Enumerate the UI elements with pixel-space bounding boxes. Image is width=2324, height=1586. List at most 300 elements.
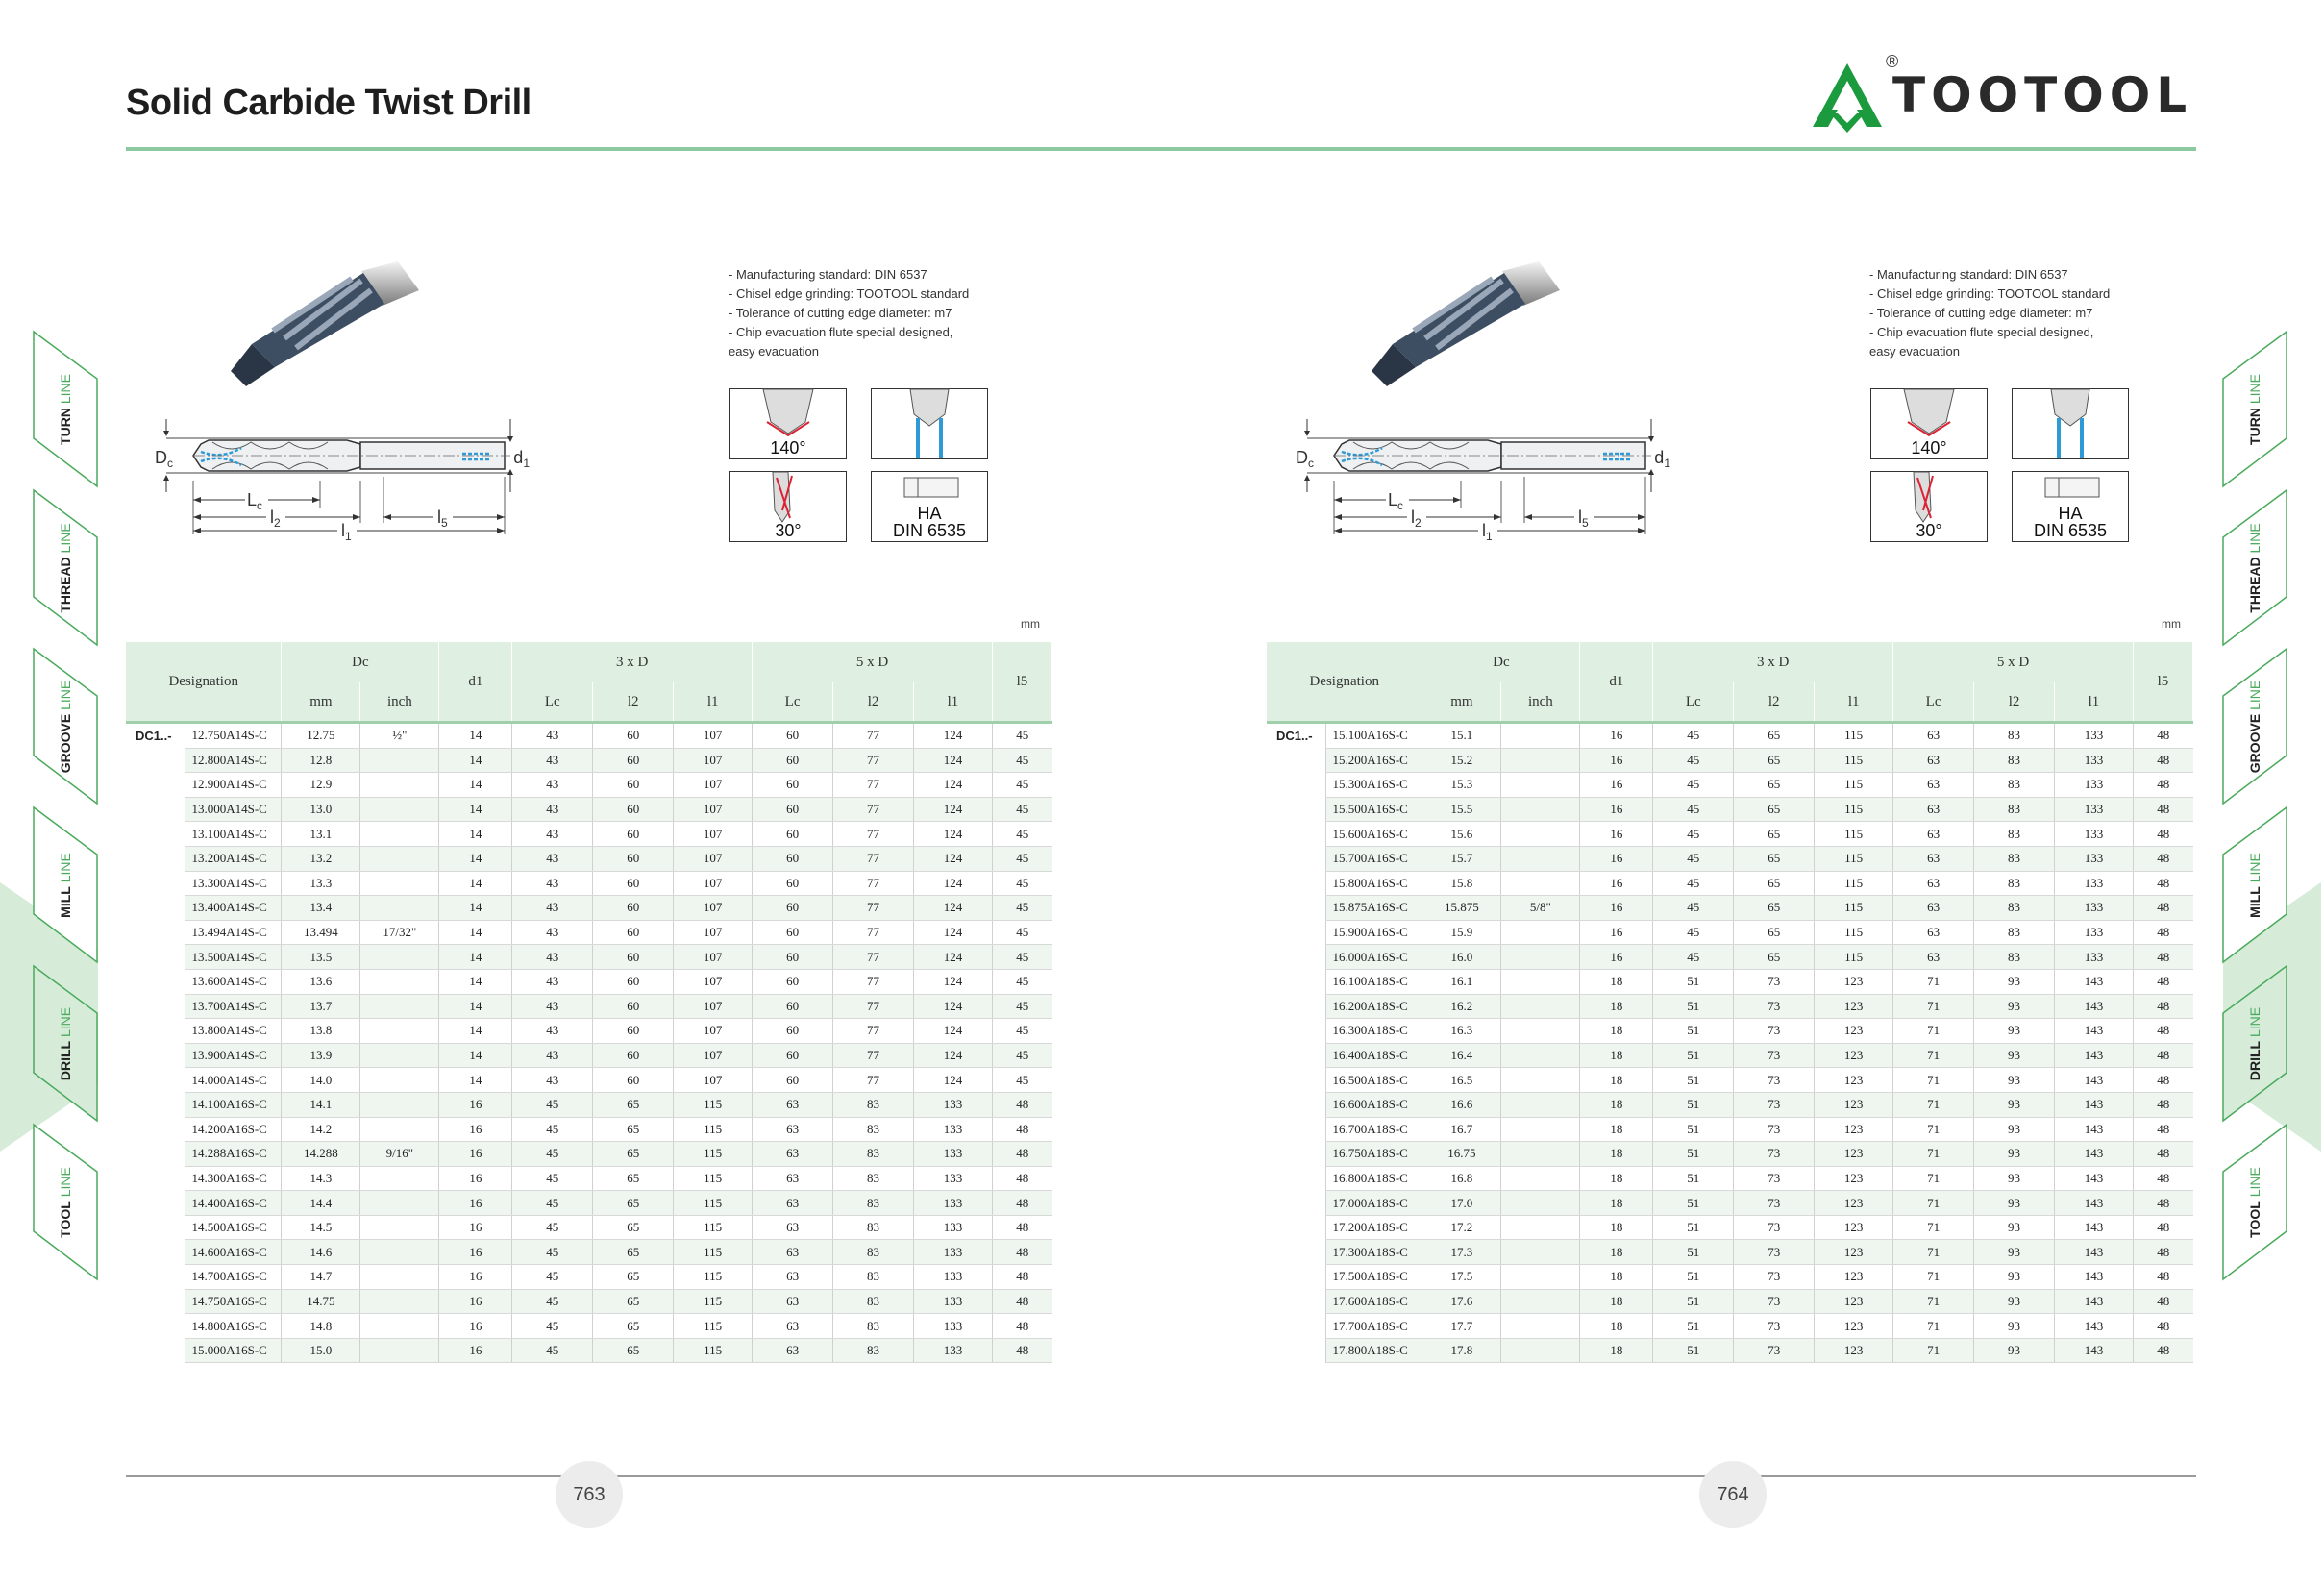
side-tab-thread[interactable]: [33, 489, 98, 646]
cell-dc-mm: 14.7: [282, 1265, 360, 1290]
l5-subscript: 5: [441, 516, 448, 530]
side-tab-turn[interactable]: [2222, 331, 2287, 487]
table-row: [126, 1068, 1052, 1093]
cell-5xd-lc: 71: [1893, 1289, 1974, 1314]
cell-5xd-l2: 77: [833, 846, 914, 871]
cell-5xd-l1: 133: [2055, 920, 2134, 945]
cell-d1: 14: [439, 846, 512, 871]
cell-l5: 45: [992, 723, 1051, 749]
cell-l5: 48: [992, 1092, 1051, 1117]
cell-dc-inch: [360, 1092, 439, 1117]
svg-text:Dc: [155, 448, 173, 470]
dc-label: D: [1296, 448, 1308, 467]
cell-3xd-lc: 45: [512, 1117, 593, 1142]
designation-prefix: [126, 822, 185, 847]
side-tab-mill[interactable]: [33, 806, 98, 963]
cell-dc-inch: [1501, 920, 1580, 945]
side-tab-line-label: LINE: [58, 680, 73, 714]
cell-l5: 48: [2133, 1215, 2192, 1240]
cell-dc-inch: [1501, 748, 1580, 773]
designation-prefix: [1267, 846, 1326, 871]
cell-5xd-l1: 133: [914, 1215, 993, 1240]
side-tab-groove[interactable]: [2222, 648, 2287, 805]
cell-dc-mm: 14.3: [282, 1166, 360, 1191]
cell-5xd-lc: 63: [753, 1338, 833, 1363]
note-line: easy evacuation: [1869, 344, 1960, 359]
cell-5xd-l1: 133: [2055, 748, 2134, 773]
cell-dc-mm: 15.875: [1422, 896, 1501, 921]
cell-3xd-lc: 45: [1653, 846, 1734, 871]
cell-3xd-l1: 123: [1815, 1191, 1893, 1216]
table-row: [126, 723, 1052, 749]
cell-l5: 45: [992, 773, 1051, 798]
table-row: [1267, 822, 2193, 847]
cell-3xd-l1: 115: [674, 1142, 753, 1167]
cell-d1: 18: [1580, 1019, 1653, 1044]
side-tab-line-label: LINE: [2247, 680, 2262, 714]
cell-5xd-l2: 83: [1974, 723, 2055, 749]
cell-dc-inch: [1501, 1338, 1580, 1363]
cell-3xd-lc: 51: [1653, 969, 1734, 994]
lc-label: L: [247, 490, 258, 509]
cell-3xd-l2: 65: [1734, 773, 1815, 798]
cell-5xd-lc: 60: [753, 945, 833, 970]
cell-l5: 45: [992, 797, 1051, 822]
dc-label: D: [155, 448, 167, 467]
cell-designation: 16.600A18S-C: [1326, 1092, 1422, 1117]
cell-d1: 16: [439, 1240, 512, 1265]
cell-dc-mm: 16.1: [1422, 969, 1501, 994]
cell-dc-inch: [360, 1314, 439, 1339]
table-row: [1267, 773, 2193, 798]
cell-3xd-l2: 73: [1734, 969, 1815, 994]
designation-prefix: [126, 846, 185, 871]
side-tab-label: THREAD: [58, 557, 73, 613]
shank-type-label: HA: [2058, 504, 2083, 523]
table-row: [1267, 723, 2193, 749]
cell-5xd-l2: 93: [1974, 1043, 2055, 1068]
cell-d1: 16: [439, 1117, 512, 1142]
designation-prefix: [126, 1166, 185, 1191]
spec-table-body: [1267, 723, 2193, 1363]
table-row: [1267, 1117, 2193, 1142]
cell-dc-mm: 17.0: [1422, 1191, 1501, 1216]
cell-5xd-l1: 143: [2055, 1043, 2134, 1068]
table-row: [126, 1166, 1052, 1191]
cell-5xd-l2: 77: [833, 945, 914, 970]
cell-3xd-l2: 65: [593, 1092, 674, 1117]
cell-dc-mm: 13.5: [282, 945, 360, 970]
cell-3xd-l2: 65: [593, 1191, 674, 1216]
col-header-l2: l2: [1974, 682, 2055, 723]
cell-dc-inch: [1501, 994, 1580, 1019]
designation-prefix: [126, 1314, 185, 1339]
point-angle-icon: [730, 389, 846, 441]
cell-3xd-lc: 43: [512, 773, 593, 798]
cell-l5: 48: [2133, 1240, 2192, 1265]
cell-designation: 15.200A16S-C: [1326, 748, 1422, 773]
cell-3xd-lc: 43: [512, 846, 593, 871]
col-header-l1: l1: [1815, 682, 1893, 723]
cell-3xd-lc: 43: [512, 994, 593, 1019]
point-angle-icon: [1871, 389, 1987, 441]
designation-prefix: [1267, 1043, 1326, 1068]
cell-dc-inch: [360, 1019, 439, 1044]
cell-3xd-l1: 115: [674, 1166, 753, 1191]
cell-5xd-l1: 133: [914, 1142, 993, 1167]
cell-5xd-lc: 63: [753, 1191, 833, 1216]
coolant-channel-icon: [2013, 389, 2128, 458]
unit-label: mm: [1021, 617, 1040, 631]
cell-5xd-l2: 77: [833, 822, 914, 847]
drill-photo: [217, 252, 477, 415]
side-tab-drill[interactable]: [2222, 965, 2287, 1122]
cell-d1: 18: [1580, 1240, 1653, 1265]
cell-designation: 16.200A18S-C: [1326, 994, 1422, 1019]
cell-5xd-lc: 63: [753, 1166, 833, 1191]
cell-dc-inch: [1501, 1117, 1580, 1142]
d1-label: d: [513, 448, 524, 467]
cell-3xd-lc: 45: [1653, 822, 1734, 847]
cell-d1: 16: [439, 1314, 512, 1339]
cell-5xd-l1: 133: [914, 1117, 993, 1142]
designation-prefix: [126, 896, 185, 921]
cell-designation: 15.800A16S-C: [1326, 871, 1422, 896]
cell-3xd-l1: 107: [674, 1043, 753, 1068]
cell-l5: 45: [992, 871, 1051, 896]
cell-dc-mm: 15.5: [1422, 797, 1501, 822]
table-row: [126, 1043, 1052, 1068]
feature-notes: [1869, 265, 2110, 361]
table-row: [1267, 1338, 2193, 1363]
d1-subscript: 1: [1664, 457, 1670, 470]
cell-5xd-l2: 93: [1974, 1215, 2055, 1240]
l1-subscript: 1: [345, 530, 352, 543]
designation-prefix: [126, 1068, 185, 1093]
cell-dc-mm: 13.6: [282, 969, 360, 994]
cell-5xd-l1: 124: [914, 748, 993, 773]
col-header-lc: Lc: [753, 682, 833, 723]
cell-3xd-l1: 115: [1815, 945, 1893, 970]
table-row: [126, 896, 1052, 921]
cell-d1: 16: [1580, 797, 1653, 822]
side-tab-thread[interactable]: [2222, 489, 2287, 646]
cell-5xd-l1: 133: [914, 1338, 993, 1363]
designation-prefix: DC1..-: [1267, 723, 1326, 749]
cell-dc-mm: 16.4: [1422, 1043, 1501, 1068]
table-row: [1267, 920, 2193, 945]
cell-3xd-l2: 73: [1734, 994, 1815, 1019]
cell-designation: 13.400A14S-C: [185, 896, 282, 921]
cell-3xd-l1: 115: [1815, 748, 1893, 773]
cell-3xd-l1: 115: [674, 1314, 753, 1339]
table-row: [126, 969, 1052, 994]
side-tab-turn[interactable]: [33, 331, 98, 487]
page-number-right: 764: [1699, 1461, 1767, 1528]
cell-3xd-l2: 60: [593, 748, 674, 773]
cell-dc-inch: [1501, 1215, 1580, 1240]
cell-3xd-l2: 60: [593, 969, 674, 994]
lc-subscript: c: [257, 499, 263, 512]
cell-3xd-l1: 107: [674, 797, 753, 822]
designation-prefix: [126, 1240, 185, 1265]
cell-5xd-l1: 133: [914, 1265, 993, 1290]
cell-dc-mm: 16.6: [1422, 1092, 1501, 1117]
cell-5xd-l2: 93: [1974, 1265, 2055, 1290]
cell-l5: 48: [2133, 1117, 2192, 1142]
cell-5xd-l1: 143: [2055, 1215, 2134, 1240]
cell-3xd-l2: 73: [1734, 1068, 1815, 1093]
cell-5xd-l2: 83: [1974, 773, 2055, 798]
designation-prefix: [126, 797, 185, 822]
cell-3xd-l2: 60: [593, 920, 674, 945]
table-row: [126, 748, 1052, 773]
cell-5xd-lc: 71: [1893, 994, 1974, 1019]
cell-3xd-l1: 123: [1815, 969, 1893, 994]
cell-5xd-lc: 63: [1893, 773, 1974, 798]
dc-subscript: c: [167, 457, 173, 470]
table-row: [126, 1265, 1052, 1290]
cell-designation: 14.288A16S-C: [185, 1142, 282, 1167]
cell-designation: 15.875A16S-C: [1326, 896, 1422, 921]
cell-3xd-lc: 45: [1653, 723, 1734, 749]
table-row: [1267, 1092, 2193, 1117]
cell-dc-mm: 12.8: [282, 748, 360, 773]
cell-5xd-lc: 71: [1893, 969, 1974, 994]
cell-3xd-l2: 60: [593, 994, 674, 1019]
col-header-inch: inch: [360, 682, 439, 723]
cell-designation: 15.600A16S-C: [1326, 822, 1422, 847]
cell-dc-inch: [1501, 1142, 1580, 1167]
cell-d1: 16: [1580, 748, 1653, 773]
cell-dc-mm: 14.0: [282, 1068, 360, 1093]
cell-l5: 48: [2133, 1092, 2192, 1117]
cell-5xd-l2: 83: [833, 1338, 914, 1363]
cell-5xd-l2: 77: [833, 896, 914, 921]
cell-5xd-l1: 133: [2055, 822, 2134, 847]
table-row: [1267, 871, 2193, 896]
cell-dc-mm: 12.9: [282, 773, 360, 798]
side-tab-tool[interactable]: [33, 1124, 98, 1280]
cell-3xd-l1: 115: [1815, 896, 1893, 921]
cell-3xd-l2: 65: [1734, 723, 1815, 749]
cell-5xd-lc: 60: [753, 1043, 833, 1068]
side-tab-line-label: LINE: [58, 1006, 73, 1041]
side-tab-line-label: LINE: [2247, 374, 2262, 409]
helix-angle-label: 30°: [1916, 521, 1942, 540]
table-row: [1267, 797, 2193, 822]
designation-prefix: [126, 748, 185, 773]
side-tab-groove[interactable]: [33, 648, 98, 805]
svg-text:Dc: [1296, 448, 1314, 470]
spec-table-body: [126, 723, 1052, 1363]
cell-5xd-l1: 143: [2055, 1314, 2134, 1339]
table-row: [1267, 896, 2193, 921]
cell-5xd-lc: 60: [753, 797, 833, 822]
cell-designation: 15.000A16S-C: [185, 1338, 282, 1363]
cell-3xd-l2: 60: [593, 773, 674, 798]
cell-3xd-l2: 73: [1734, 1314, 1815, 1339]
cell-dc-mm: 17.8: [1422, 1338, 1501, 1363]
cell-dc-mm: 13.8: [282, 1019, 360, 1044]
cell-designation: 13.900A14S-C: [185, 1043, 282, 1068]
cell-3xd-l2: 65: [1734, 945, 1815, 970]
d1-subscript: 1: [523, 457, 530, 470]
cell-5xd-l1: 124: [914, 1043, 993, 1068]
cell-5xd-lc: 63: [753, 1240, 833, 1265]
cell-d1: 14: [439, 1068, 512, 1093]
cell-5xd-lc: 71: [1893, 1068, 1974, 1093]
cell-5xd-l1: 133: [2055, 846, 2134, 871]
coolant-channel-icon: [872, 389, 987, 458]
cell-designation: 15.300A16S-C: [1326, 773, 1422, 798]
col-header-mm: mm: [1422, 682, 1501, 723]
table-row: [1267, 1240, 2193, 1265]
cell-3xd-l1: 107: [674, 1019, 753, 1044]
cell-designation: 16.000A16S-C: [1326, 945, 1422, 970]
cell-3xd-l2: 73: [1734, 1092, 1815, 1117]
cell-3xd-l1: 123: [1815, 1043, 1893, 1068]
side-tab-mill[interactable]: [2222, 806, 2287, 963]
cell-5xd-l2: 83: [833, 1117, 914, 1142]
cell-d1: 14: [439, 1019, 512, 1044]
svg-text:d1: [1654, 448, 1670, 470]
designation-prefix: [1267, 871, 1326, 896]
cell-3xd-lc: 51: [1653, 994, 1734, 1019]
side-tab-line-label: LINE: [2247, 1006, 2262, 1041]
brand-logo: [1809, 54, 2198, 140]
cell-5xd-lc: 63: [753, 1142, 833, 1167]
cell-5xd-lc: 60: [753, 896, 833, 921]
cell-designation: 16.500A18S-C: [1326, 1068, 1422, 1093]
cell-l5: 48: [2133, 1338, 2192, 1363]
designation-prefix: [1267, 1142, 1326, 1167]
side-tab-tool[interactable]: [2222, 1124, 2287, 1280]
cell-dc-mm: 13.3: [282, 871, 360, 896]
cell-designation: 17.300A18S-C: [1326, 1240, 1422, 1265]
shank-type-box: [2012, 471, 2129, 542]
cell-5xd-lc: 71: [1893, 1117, 1974, 1142]
cell-5xd-l1: 133: [2055, 945, 2134, 970]
spec-table: [126, 642, 1052, 1363]
cell-dc-mm: 12.75: [282, 723, 360, 749]
cell-dc-inch: [1501, 1166, 1580, 1191]
cell-3xd-lc: 51: [1653, 1191, 1734, 1216]
table-row: [1267, 748, 2193, 773]
cell-3xd-l2: 60: [593, 797, 674, 822]
side-tab-label: TURN: [58, 408, 73, 445]
table-row: [126, 1191, 1052, 1216]
table-row: [1267, 945, 2193, 970]
cell-dc-inch: 17/32": [360, 920, 439, 945]
cell-3xd-l1: 107: [674, 748, 753, 773]
cell-dc-mm: 14.1: [282, 1092, 360, 1117]
cell-3xd-l1: 123: [1815, 1265, 1893, 1290]
cell-dc-inch: [1501, 871, 1580, 896]
cell-dc-inch: [360, 822, 439, 847]
cell-dc-mm: 14.2: [282, 1117, 360, 1142]
cell-5xd-lc: 71: [1893, 1240, 1974, 1265]
cell-3xd-l2: 65: [593, 1142, 674, 1167]
cell-5xd-l2: 93: [1974, 1068, 2055, 1093]
cell-l5: 45: [992, 969, 1051, 994]
table-row: [126, 846, 1052, 871]
cell-3xd-l2: 60: [593, 896, 674, 921]
cell-3xd-lc: 43: [512, 797, 593, 822]
cell-5xd-l1: 133: [914, 1240, 993, 1265]
cell-5xd-lc: 63: [1893, 723, 1974, 749]
cell-3xd-lc: 45: [1653, 748, 1734, 773]
cell-dc-inch: [1501, 846, 1580, 871]
cell-5xd-lc: 63: [753, 1215, 833, 1240]
cell-5xd-lc: 71: [1893, 1338, 1974, 1363]
cell-dc-inch: [1501, 797, 1580, 822]
cell-5xd-lc: 60: [753, 822, 833, 847]
cell-3xd-l2: 60: [593, 1019, 674, 1044]
cell-dc-inch: [1501, 1068, 1580, 1093]
cell-designation: 12.750A14S-C: [185, 723, 282, 749]
cell-3xd-l1: 123: [1815, 1338, 1893, 1363]
cell-3xd-l1: 107: [674, 822, 753, 847]
table-row: [1267, 1019, 2193, 1044]
cell-5xd-l1: 124: [914, 846, 993, 871]
cell-designation: 17.000A18S-C: [1326, 1191, 1422, 1216]
designation-prefix: [126, 1142, 185, 1167]
cell-l5: 48: [2133, 1191, 2192, 1216]
header-divider: [126, 147, 2196, 151]
note-line: - Tolerance of cutting edge diameter: m7: [729, 306, 952, 320]
cell-5xd-lc: 63: [753, 1117, 833, 1142]
unit-label: mm: [2162, 617, 2181, 631]
cell-5xd-l2: 83: [1974, 896, 2055, 921]
cell-l5: 45: [992, 896, 1051, 921]
cell-3xd-l1: 115: [1815, 822, 1893, 847]
designation-prefix: [1267, 920, 1326, 945]
cell-3xd-l2: 65: [1734, 748, 1815, 773]
table-row: [126, 1019, 1052, 1044]
side-tab-drill[interactable]: [33, 965, 98, 1122]
cell-dc-mm: 14.6: [282, 1240, 360, 1265]
cell-3xd-l2: 73: [1734, 1043, 1815, 1068]
cell-dc-inch: 5/8": [1501, 896, 1580, 921]
note-line: - Chisel edge grinding: TOOTOOL standard: [729, 286, 970, 301]
coolant-box: [2012, 388, 2129, 459]
cell-5xd-lc: 63: [1893, 896, 1974, 921]
cell-5xd-l2: 93: [1974, 1289, 2055, 1314]
side-tab-label: DRILL: [2247, 1040, 2262, 1081]
designation-prefix: [126, 1191, 185, 1216]
side-tab-label: TOOL: [58, 1201, 73, 1238]
cell-5xd-lc: 71: [1893, 1215, 1974, 1240]
cell-3xd-l2: 65: [593, 1289, 674, 1314]
designation-prefix: [1267, 797, 1326, 822]
cell-5xd-l2: 83: [833, 1191, 914, 1216]
cell-designation: 17.800A18S-C: [1326, 1338, 1422, 1363]
col-header-l2: l2: [833, 682, 914, 723]
cell-3xd-l1: 123: [1815, 1092, 1893, 1117]
designation-prefix: [126, 994, 185, 1019]
table-row: [1267, 1166, 2193, 1191]
table-row: [1267, 1289, 2193, 1314]
cell-5xd-lc: 60: [753, 773, 833, 798]
cell-5xd-l1: 133: [2055, 797, 2134, 822]
cell-5xd-l2: 77: [833, 797, 914, 822]
cell-dc-inch: [1501, 1265, 1580, 1290]
cell-d1: 14: [439, 871, 512, 896]
cell-dc-inch: [360, 1068, 439, 1093]
cell-dc-inch: [360, 1191, 439, 1216]
cell-dc-mm: 17.5: [1422, 1265, 1501, 1290]
